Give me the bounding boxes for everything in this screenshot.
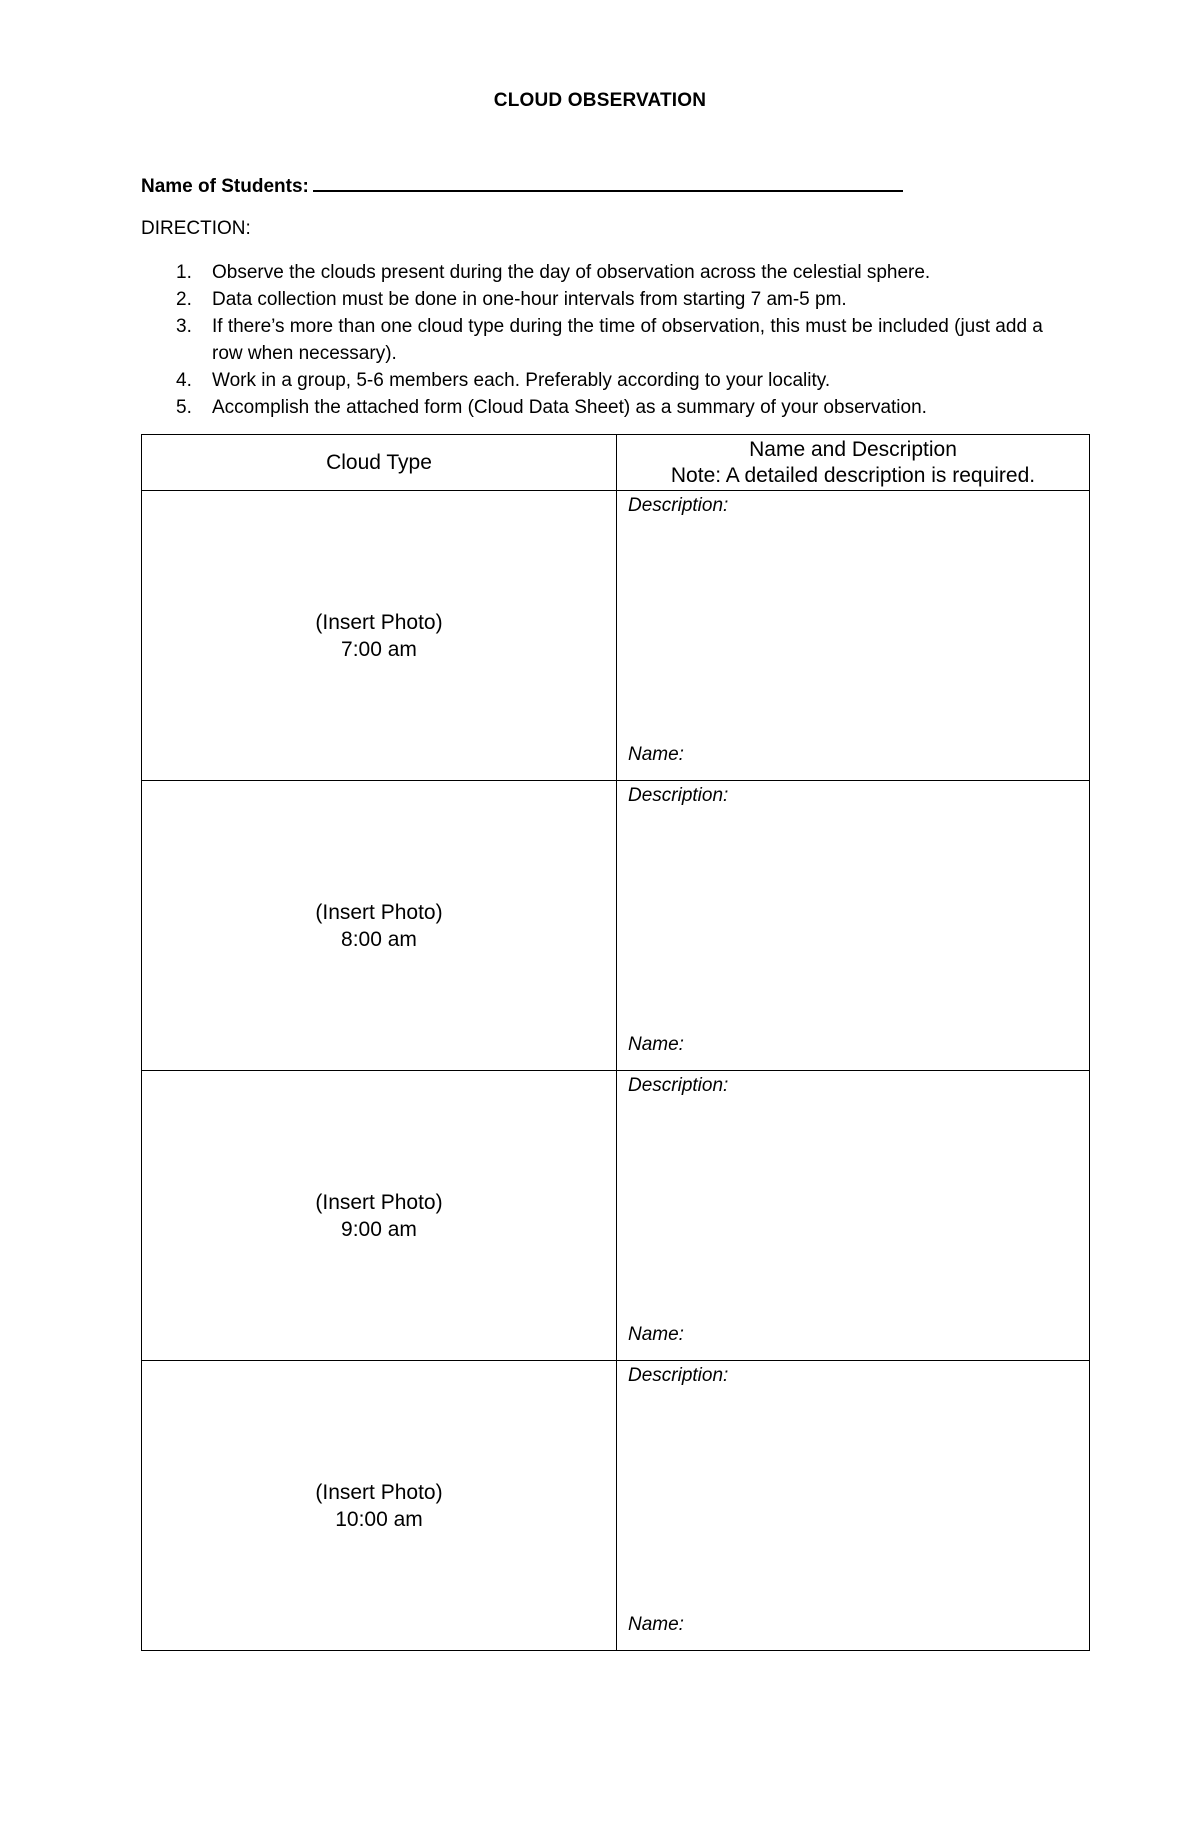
header-name-description (617, 435, 1090, 491)
list-item-number: 1. (176, 262, 192, 283)
description-cell[interactable] (617, 1361, 1090, 1651)
list-item-text: Accomplish the attached form (Cloud Data Sheet) as a summary of your observation. (212, 397, 927, 418)
list-item-text: If there’s more than one cloud type during the time of observation, this must be included (just add a row when necessary). (212, 316, 1043, 364)
description-cell[interactable] (617, 491, 1090, 781)
directions-list (141, 259, 1071, 421)
observation-time: 10:00 am (335, 1507, 423, 1531)
table-row (142, 491, 1090, 781)
cloud-name-label: Name: (628, 1614, 684, 1635)
list-item (141, 286, 1071, 313)
table-row (142, 1361, 1090, 1651)
list-item-number: 2. (176, 289, 192, 310)
list-item (141, 259, 1071, 286)
photo-cell[interactable] (142, 1361, 617, 1651)
list-item (141, 394, 1071, 421)
insert-photo-placeholder: (Insert Photo) (315, 1190, 443, 1214)
list-item-text: Observe the clouds present during the day of observation across the celestial sphere. (212, 262, 931, 283)
description-label: Description: (628, 1365, 729, 1386)
student-name-label: Name of Students: (141, 176, 309, 197)
header-name-description-title: Name and Description (749, 437, 957, 461)
table-header-row (142, 435, 1090, 491)
page-title: CLOUD OBSERVATION (493, 90, 707, 111)
list-item-number: 3. (176, 316, 192, 337)
insert-photo-placeholder: (Insert Photo) (315, 900, 443, 924)
photo-cell[interactable] (142, 781, 617, 1071)
list-item-text: Work in a group, 5-6 members each. Preferably according to your locality. (212, 370, 831, 391)
list-item-number: 5. (176, 397, 192, 418)
student-name-field (141, 174, 903, 198)
list-item (141, 313, 1071, 367)
cloud-name-label: Name: (628, 1034, 684, 1055)
list-item (141, 367, 1071, 394)
cloud-data-table (141, 434, 1090, 1651)
description-label: Description: (628, 1075, 729, 1096)
list-item-text: Data collection must be done in one-hour intervals from starting 7 am-5 pm. (212, 289, 847, 310)
description-label: Description: (628, 495, 729, 516)
header-cloud-type: Cloud Type (142, 435, 617, 491)
description-cell[interactable] (617, 781, 1090, 1071)
photo-cell[interactable] (142, 491, 617, 781)
observation-time: 8:00 am (341, 927, 417, 951)
header-description-note: Note: A detailed description is required. (670, 463, 1036, 487)
description-cell[interactable] (617, 1071, 1090, 1361)
direction-heading: DIRECTION: (141, 218, 251, 239)
observation-time: 7:00 am (341, 637, 417, 661)
observation-time: 9:00 am (341, 1217, 417, 1241)
cloud-name-label: Name: (628, 1324, 684, 1345)
photo-cell[interactable] (142, 1071, 617, 1361)
table-row (142, 781, 1090, 1071)
description-label: Description: (628, 785, 729, 806)
table-row (142, 1071, 1090, 1361)
insert-photo-placeholder: (Insert Photo) (315, 1480, 443, 1504)
cloud-name-label: Name: (628, 744, 684, 765)
list-item-number: 4. (176, 370, 192, 391)
student-name-blank[interactable] (313, 174, 903, 192)
insert-photo-placeholder: (Insert Photo) (315, 610, 443, 634)
